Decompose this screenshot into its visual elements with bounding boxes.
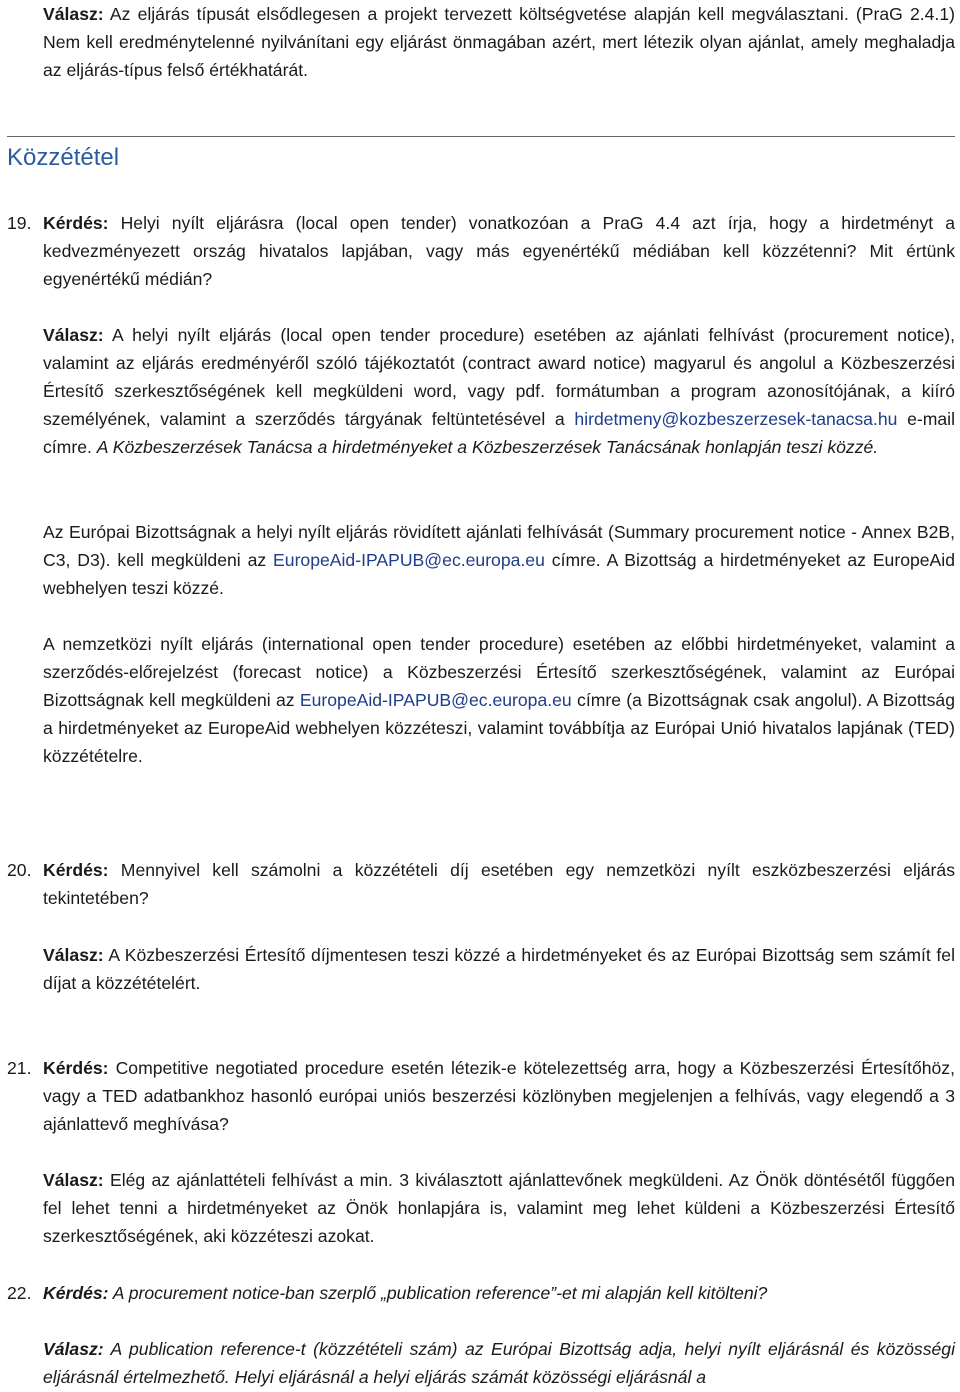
question-text: Helyi nyílt eljárásra (local open tender) vonatkozóan a PraG 4.4 azt írja, hogy a hirdetményt a kedvezményezett ország hivatalos lapjában, vagy más egyenértékű médiában kell közzétenni? Mit értünk egyenértékű médián? bbox=[43, 213, 955, 289]
intro-answer bbox=[43, 0, 955, 84]
question-21 bbox=[43, 1054, 955, 1138]
question-20 bbox=[43, 856, 955, 912]
answer-19-paragraph-1 bbox=[43, 321, 955, 461]
answer-text: e-mail címre. bbox=[43, 409, 955, 457]
question-22 bbox=[43, 1279, 955, 1307]
paragraph-text: A nemzetközi nyílt eljárás (international open tender procedure) esetében az előbbi hirdetményeket, valamint a szerződés-előrejelzést (forecast notice) a Közbeszerzési Értesítő szerkesztőségének, valamint az Európai Bizottságnak kell megküldeni az bbox=[43, 634, 955, 710]
question-text: Mennyivel kell számolni a közzétételi díj esetében egy nemzetközi nyílt eszközbeszerzési eljárás tekintetében? bbox=[43, 860, 955, 908]
question-label: Kérdés: bbox=[43, 860, 109, 880]
paragraph-text: címre (a Bizottságnak csak angolul). A Bizottság a hirdetményeket az EuropeAid webhelyen közzéteszi, valamint továbbítja az Európai Unió hivatalos lapjának (TED) közzétételre. bbox=[43, 690, 955, 766]
section-heading: Közzététel bbox=[7, 144, 120, 171]
answer-label: Válasz: bbox=[43, 1170, 104, 1190]
answer-19-paragraph-3 bbox=[43, 630, 955, 770]
question-number: 22. bbox=[7, 1283, 32, 1303]
question-number: 21. bbox=[7, 1058, 32, 1078]
question-number: 20. bbox=[7, 860, 32, 880]
section-divider bbox=[7, 136, 955, 137]
question-text: A procurement notice-ban szerplő „publication reference”-et mi alapján kell kitölteni? bbox=[108, 1283, 768, 1303]
answer-label: Válasz: bbox=[43, 945, 104, 965]
answer-label: Válasz: bbox=[43, 4, 104, 24]
question-number: 19. bbox=[7, 213, 32, 233]
answer-text: A publication reference-t (közzétételi szám) az Európai Bizottság adja, helyi nyílt eljárásnál és közösségi eljárásnál értelmezhető. Helyi eljárásnál a helyi eljárás számát közösségi eljárásnál a bbox=[43, 1339, 955, 1387]
answer-22 bbox=[43, 1335, 955, 1391]
question-19 bbox=[43, 209, 955, 293]
email-link[interactable]: EuropeAid-IPAPUB@ec.europa.eu bbox=[273, 550, 545, 570]
answer-text: A helyi nyílt eljárás (local open tender procedure) esetében az ajánlati felhívást (procurement notice), valamint az eljárás eredményéről szóló tájékoztatót (contract award notice) magyarul és angolul a Közbeszerzési Értesítő szerkesztőségének kell megküldeni word, vagy pdf. formátumban a program azonosítójának, a kiíró személyének, valamint a szerződés tárgyának feltüntetésével a bbox=[43, 325, 955, 429]
question-label: Kérdés: bbox=[43, 1283, 109, 1303]
paragraph-text: címre. A Bizottság a hirdetményeket az EuropeAid webhelyen teszi közzé. bbox=[43, 550, 955, 598]
question-text: Competitive negotiated procedure esetén létezik-e kötelezettség arra, hogy a Közbeszerzési Értesítőhöz, vagy a TED adatbankhoz hasonló európai uniós beszerzési közlönyben megjelenjen a felhívás, vagy elegendő a 3 ajánlattevő meghívása? bbox=[43, 1058, 955, 1134]
answer-20 bbox=[43, 941, 955, 997]
question-label: Kérdés: bbox=[43, 213, 109, 233]
answer-label: Válasz: bbox=[43, 1339, 104, 1359]
paragraph-text: Az Európai Bizottságnak a helyi nyílt eljárás rövidített ajánlati felhívását (Summary procurement notice - Annex B2B, C3, D3). kell megküldeni az bbox=[43, 522, 955, 570]
email-link[interactable]: hirdetmeny@kozbeszerzesek-tanacsa.hu bbox=[574, 409, 898, 429]
email-link[interactable]: EuropeAid-IPAPUB@ec.europa.eu bbox=[299, 690, 572, 710]
answer-text: A Közbeszerzési Értesítő díjmentesen teszi közzé a hirdetményeket és az Európai Bizottság sem számít fel díjat a közzétételért. bbox=[43, 945, 955, 993]
question-label: Kérdés: bbox=[43, 1058, 109, 1078]
answer-italic-text: A Közbeszerzések Tanácsa a hirdetményeket a Közbeszerzések Tanácsának honlapján teszi közzé. bbox=[96, 437, 879, 457]
answer-21 bbox=[43, 1166, 955, 1250]
answer-text: Az eljárás típusát elsődlegesen a projekt tervezett költségvetése alapján kell megválasztani. (PraG 2.4.1) Nem kell eredménytelenné nyilvánítani egy eljárást önmagában azért, mert létezik olyan ajánlat, amely meghaladja az eljárás-típus felső értékhatárát. bbox=[43, 4, 955, 80]
answer-label: Válasz: bbox=[43, 325, 104, 345]
answer-19-paragraph-2 bbox=[43, 518, 955, 602]
answer-text: Elég az ajánlattételi felhívást a min. 3 kiválasztott ajánlattevőnek megküldeni. Az Önök döntésétől függően fel lehet tenni a hirdetményeket az Önök honlapjára is, valamint meg lehet küldeni a Közbeszerzési Értesítő szerkesztőségének, aki közzéteszi azokat. bbox=[43, 1170, 955, 1246]
